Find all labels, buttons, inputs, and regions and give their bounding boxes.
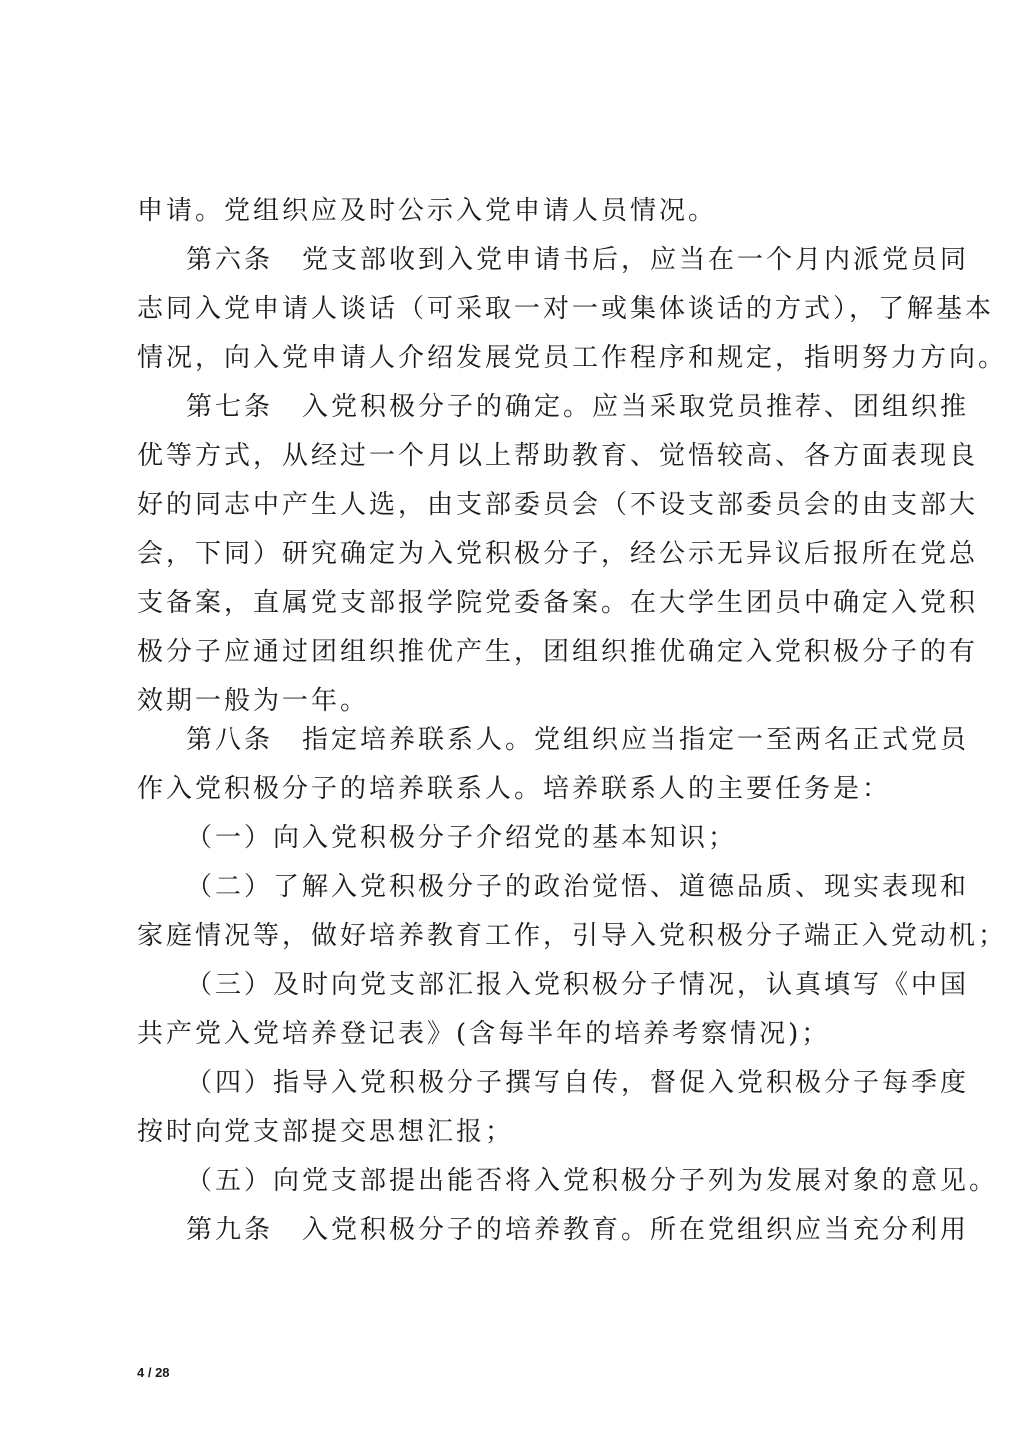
text-line: 支备案，直属党支部报学院党委备案。在大学生团员中确定入党积 (137, 588, 979, 618)
text-line: 第七条 入党积极分子的确定。应当采取党员推荐、团组织推 (186, 392, 970, 422)
text-line: 效期一般为一年。 (137, 686, 370, 716)
text-line: 第九条 入党积极分子的培养教育。所在党组织应当充分利用 (186, 1215, 970, 1245)
text-line: 好的同志中产生人选，由支部委员会（不设支部委员会的由支部大 (137, 490, 979, 520)
text-line: 优等方式，从经过一个月以上帮助教育、觉悟较高、各方面表现良 (137, 441, 979, 471)
text-line: 第六条 党支部收到入党申请书后，应当在一个月内派党员同 (186, 245, 970, 275)
text-line: （一）向入党积极分子介绍党的基本知识； (186, 823, 738, 853)
text-line: 志同入党申请人谈话（可采取一对一或集体谈话的方式），了解基本 (137, 294, 995, 324)
text-line: （三）及时向党支部汇报入党积极分子情况，认真填写《中国 (186, 970, 970, 1000)
text-line: 按时向党支部提交思想汇报； (137, 1117, 515, 1147)
text-line: 极分子应通过团组织推优产生，团组织推优确定入党积极分子的有 (137, 637, 979, 667)
text-line: 共产党入党培养登记表》(含每半年的培养考察情况)； (137, 1019, 831, 1049)
text-line: 作入党积极分子的培养联系人。培养联系人的主要任务是： (137, 774, 892, 804)
text-line: 会，下同）研究确定为入党积极分子，经公示无异议后报所在党总 (137, 539, 979, 569)
text-line: （二）了解入党积极分子的政治觉悟、道德品质、现实表现和 (186, 872, 970, 902)
text-line: 家庭情况等，做好培养教育工作，引导入党积极分子端正入党动机； (137, 921, 1008, 951)
text-line: 申请。党组织应及时公示入党申请人员情况。 (137, 196, 718, 226)
text-line: 情况，向入党申请人介绍发展党员工作程序和规定，指明努力方向。 (137, 343, 1008, 373)
page-number: 4 / 28 (137, 1365, 170, 1380)
text-line: 第八条 指定培养联系人。党组织应当指定一至两名正式党员 (186, 725, 970, 755)
text-line: （五）向党支部提出能否将入党积极分子列为发展对象的意见。 (186, 1166, 999, 1196)
text-line: （四）指导入党积极分子撰写自传，督促入党积极分子每季度 (186, 1068, 970, 1098)
